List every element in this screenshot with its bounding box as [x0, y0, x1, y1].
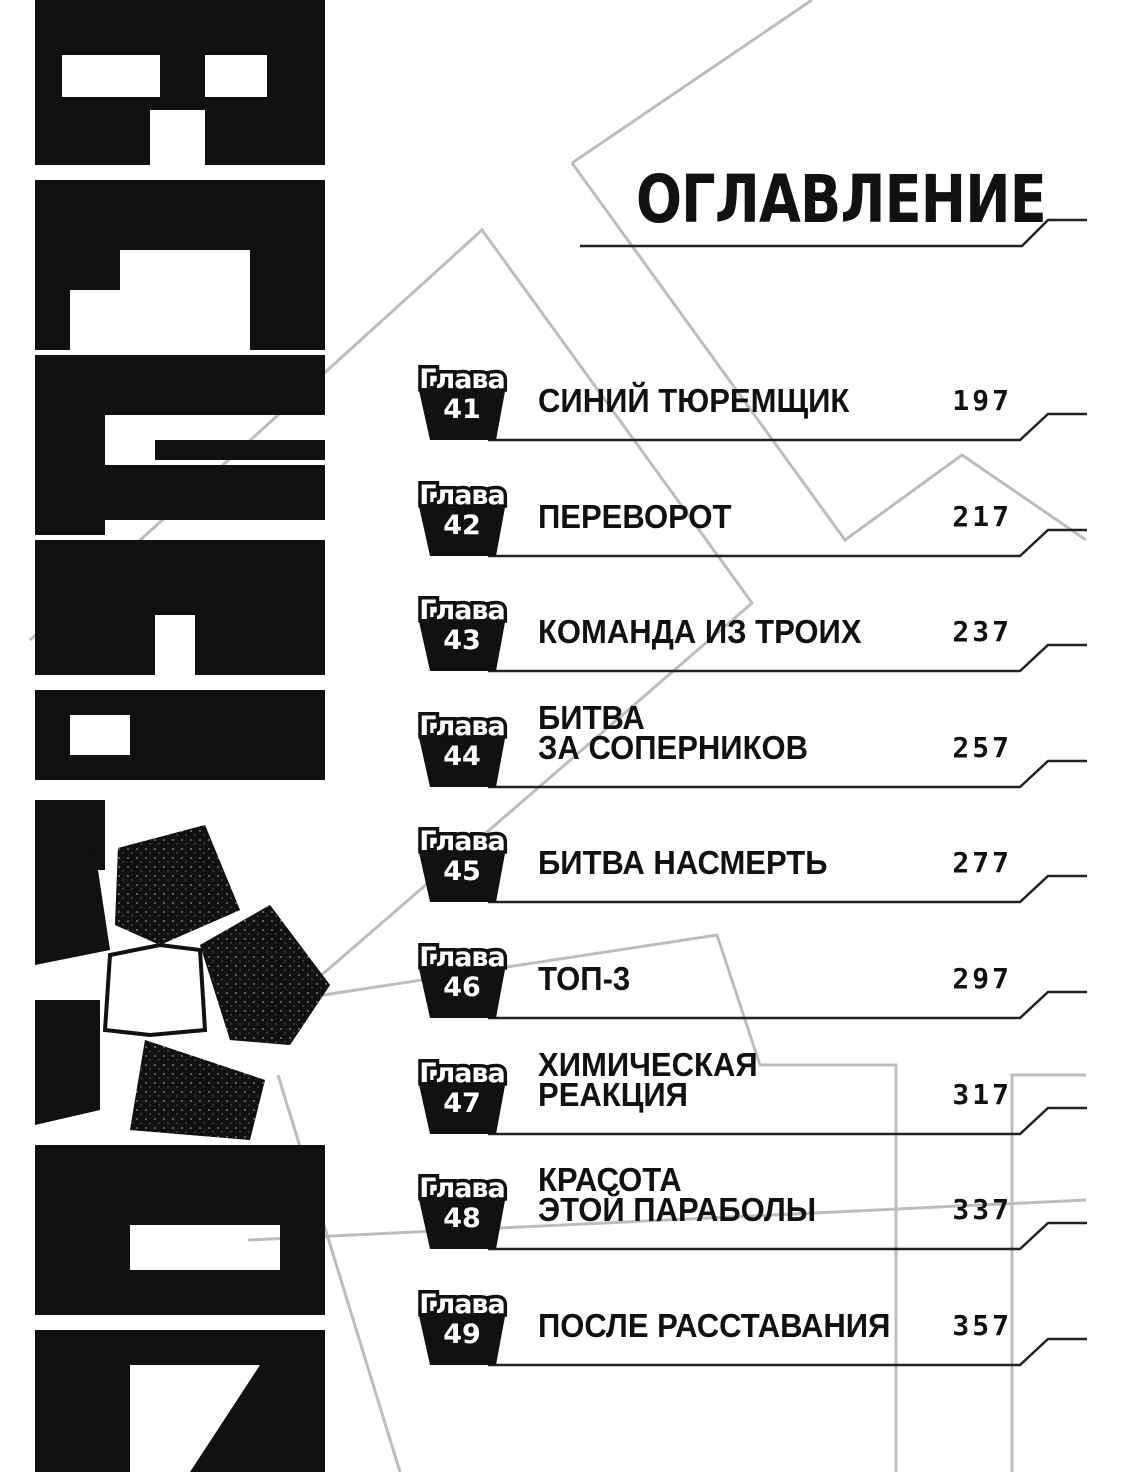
- chapter-number: 47: [443, 1088, 481, 1119]
- toc-entry: [412, 1046, 1092, 1150]
- chapter-badge: [412, 944, 512, 1018]
- chapter-badge: [412, 1175, 512, 1249]
- chapter-word: Глава: [419, 826, 505, 857]
- page-number: 297: [952, 962, 1012, 995]
- chapter-number: 46: [443, 972, 481, 1003]
- chapter-number: 42: [443, 510, 481, 541]
- page-number: 277: [952, 846, 1012, 879]
- chapter-badge: [412, 713, 512, 787]
- chapter-number: 41: [443, 394, 481, 425]
- chapter-title: ХИМИЧЕСКАЯ РЕАКЦИЯ: [538, 1046, 758, 1113]
- chapter-title: КОМАНДА ИЗ ТРОИХ: [538, 613, 862, 650]
- chapter-title: БИТВА ЗА СОПЕРНИКОВ: [538, 699, 809, 766]
- page-number: 237: [952, 615, 1012, 648]
- chapter-badge: [412, 1060, 512, 1134]
- chapter-badge: [412, 597, 512, 671]
- page-number: 317: [952, 1078, 1012, 1111]
- chapter-number: 48: [443, 1203, 481, 1234]
- page-number: 357: [952, 1309, 1012, 1342]
- toc-entry: [412, 828, 1092, 918]
- chapter-badge: [412, 366, 512, 440]
- chapter-number: 49: [443, 1319, 481, 1350]
- chapter-title: СИНИЙ ТЮРЕМЩИК: [538, 382, 850, 419]
- chapter-number: 45: [443, 856, 481, 887]
- page-number: 197: [952, 384, 1012, 417]
- chapter-title: КРАСОТА ЭТОЙ ПАРАБОЛЫ: [538, 1161, 817, 1228]
- toc-entry: [412, 699, 1092, 803]
- chapter-badge: [412, 828, 512, 902]
- toc-entry: [412, 944, 1092, 1034]
- vertical-series-logo: [35, 0, 330, 1472]
- page-number: 257: [952, 731, 1012, 764]
- chapter-title: ПОСЛЕ РАССТАВАНИЯ: [538, 1307, 891, 1344]
- chapter-number: 44: [443, 741, 481, 772]
- toc-entry: [412, 366, 1092, 456]
- chapter-word: Глава: [419, 1173, 505, 1204]
- chapter-word: Глава: [419, 480, 505, 511]
- page-title: ОГЛАВЛЕНИЕ: [636, 161, 1046, 238]
- toc-entry: [412, 482, 1092, 572]
- chapter-title: ПЕРЕВОРОТ: [538, 498, 732, 535]
- chapter-number: 43: [443, 625, 481, 656]
- chapter-badge: [412, 482, 512, 556]
- chapter-word: Глава: [419, 595, 505, 626]
- chapter-word: Глава: [419, 711, 505, 742]
- chapter-word: Глава: [419, 1289, 505, 1320]
- chapter-badge: [412, 1291, 512, 1365]
- chapter-title: БИТВА НАСМЕРТЬ: [538, 844, 828, 881]
- toc-entry: [412, 1291, 1092, 1381]
- chapter-word: Глава: [419, 364, 505, 395]
- chapter-title: ТОП-3: [538, 960, 631, 997]
- page-number: 217: [952, 500, 1012, 533]
- toc-entry: [412, 1161, 1092, 1265]
- page-number: 337: [952, 1193, 1012, 1226]
- chapter-word: Глава: [419, 942, 505, 973]
- chapter-word: Глава: [419, 1058, 505, 1089]
- toc-entry: [412, 597, 1092, 687]
